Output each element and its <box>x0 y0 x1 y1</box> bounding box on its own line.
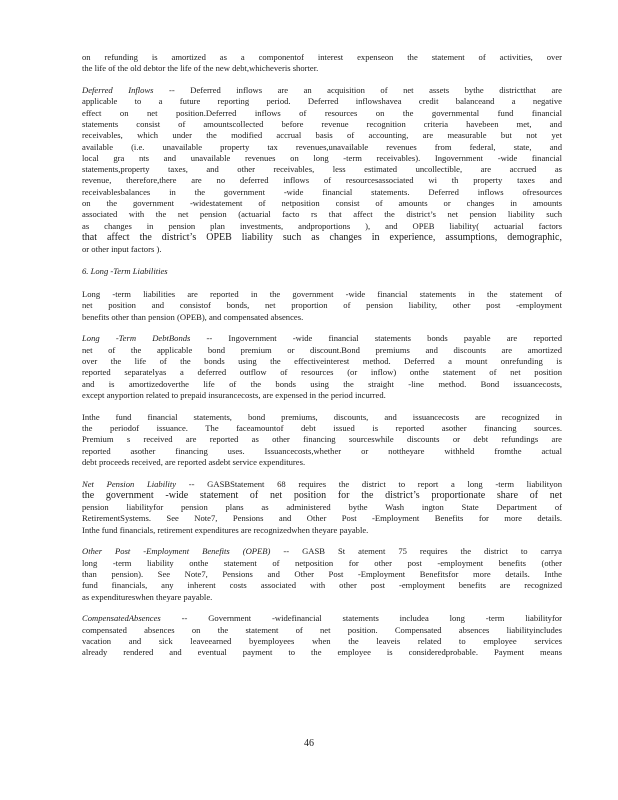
text-line: receivablesbalances in the government -wide financial statements. Deferred inflows ofresources <box>82 186 562 197</box>
paragraph-compensated-absences <box>82 613 562 658</box>
text-line: revenue, therefore,there are no deferred inflows of resourcesassociated wi th property taxes and <box>82 175 562 186</box>
text-line: as changes in pension plan investments, andproportions ), and OPEB liability( actuarial factors <box>82 220 562 231</box>
text-line: statements consist of amountscollected before revenue recognition criteria havebeen met, and <box>82 118 562 129</box>
text-line: on the government -widestatement of netposition consist of amounts or changes in amounts <box>82 198 562 209</box>
text-line: compensated absences on the statement of net position. Compensated absences liabilityincludes <box>82 624 562 635</box>
paragraph-long-term-liabilities <box>82 289 562 323</box>
text-line: -- GASB St atement 75 requires the district to carrya <box>270 546 562 557</box>
text-line: the periodof issuance. The faceamountof debt issued is reported asother financing sources. <box>82 423 562 434</box>
text-line: reported separatelyas a deferred outflow of resources (or inflow) onthe statement of net position <box>82 367 562 378</box>
text-line: effect on net position.Deferred inflows of resources on the governmental fund financial <box>82 107 562 118</box>
text-line: except anyportion related to prepaid insurancecosts, are expensed in the period incurred. <box>82 389 386 400</box>
paragraph-deferred-inflows <box>82 85 562 255</box>
text-line: on refunding is amortized as a componentof interest expenseon the statement of activities, over <box>82 52 562 62</box>
page-number: 46 <box>304 738 314 749</box>
text-line: fund financials, any inherent costs associated with other post -employment benefits are recognized <box>82 580 562 591</box>
text-line: or other input factors ). <box>82 243 162 254</box>
term-net-pension-liability: Net Pension Liability <box>82 478 177 489</box>
text-line: over the life of the bonds using the effectiveinterest method. Deferred a mount onrefunding is <box>82 356 562 367</box>
text-line: Inthe fund financial statements, bond premiums, discounts, and issuancecosts are recognized in <box>82 411 562 422</box>
text-line: net position and consistof bonds, net proportion of pension liability, other post -employment <box>82 300 562 311</box>
paragraph-fund-financial-statements <box>82 412 562 468</box>
text-line: debt proceeds received, are reported asdebt service expenditures. <box>82 456 306 467</box>
text-line: Inthe fund financials, retirement expenditures are recognizedwhen theyare payable. <box>82 524 369 535</box>
text-line: that affect the district’s OPEB liability such as changes in experience, assumptions, demographic, <box>82 231 562 243</box>
text-line: benefits other than pension (OPEB), and compensated absences. <box>82 311 304 322</box>
text-line: -- Deferred inflows are an acquisition of net assets bythe districtthat are <box>153 85 562 96</box>
text-line: the government -wide statement of net position for the district’s proportionate share of net <box>82 490 562 501</box>
text-line: statements,property taxes, and other receivables, less estimated uncollectible, are accrued as <box>82 164 562 175</box>
text-line: long -term liability onthe statement of netposition for other post -employment benefits (other <box>82 557 562 568</box>
text-line: net of the applicable bond premium or discount.Bond premiums and discounts are amortized <box>82 344 562 355</box>
text-line: the life of the old debtor the life of the new debt,whicheveris shorter. <box>82 63 319 74</box>
text-line: vacation and sick leaveearned byemployees when the leaveis related to employee services <box>82 635 562 646</box>
paragraph-opeb <box>82 546 562 602</box>
term-compensated-absences: CompensatedAbsences <box>82 613 161 624</box>
text-line: already rendered and eventual payment to the employee is consideredprobable. Payment means <box>82 647 562 658</box>
section-heading-long-term-liabilities: 6. Long -Term Liabilities <box>82 265 168 276</box>
paragraph-long-term-debt-bonds <box>82 333 562 401</box>
text-line: associated with the net pension (actuarial facto rs that affect the district’s net pension liability such <box>82 209 562 220</box>
text-line: than pension). See Note7, Pensions and Other Post -Employment Benefitsfor more details. Inthe <box>82 568 562 579</box>
text-line: local gra nts and unavailable revenues on long -term receivables). Ingovernment -wide financial <box>82 152 562 163</box>
text-line: -- Ingovernment -wide financial statements bonds payable are reported <box>190 333 562 344</box>
text-line: applicable to a future reporting period. Deferred inflowshavea credit balanceand a negative <box>82 96 562 107</box>
text-line: -- Government -widefinancial statements includea long -term liabilityfor <box>160 613 562 624</box>
term-opeb: Other Post -Employment Benefits (OPEB) <box>82 546 271 557</box>
document-body <box>82 52 562 669</box>
text-line: reported asother financing uses. Issuancecosts,whether or nottheyare withheld fromthe actual <box>82 445 562 456</box>
term-long-term-debt-bonds: Long -Term DebtBonds <box>82 333 191 344</box>
text-line: Long -term liabilities are reported in the government -wide financial statements in the statement of <box>82 289 562 300</box>
text-line: -- GASBStatement 68 requires the district to report a long -term liabilityon <box>176 478 562 489</box>
text-line: pension liabilityfor pension plans as administered bythe Wash ington State Department of <box>82 502 562 512</box>
term-deferred-inflows: Deferred Inflows <box>82 85 154 96</box>
text-line: Premium s received are reported as other financing sourceswhile discounts or debt refundings are <box>82 434 562 445</box>
paragraph-net-pension-liability <box>82 479 562 536</box>
text-line: as expenditureswhen theyare payable. <box>82 591 213 602</box>
text-line: receivables, which under the modified accrual basis of accounting, are measurable but not yet <box>82 130 562 141</box>
paragraph-refunding <box>82 52 562 75</box>
text-line: and is amortizedoverthe life of the bonds using the straight -line method. Bond issuancecosts, <box>82 378 562 389</box>
text-line: available (i.e. unavailable property tax revenues,unavailable revenues from federal, state, and <box>82 141 562 152</box>
text-line: RetirementSystems. See Note7, Pensions and Other Post -Employment Benefits for more details. <box>82 513 562 524</box>
